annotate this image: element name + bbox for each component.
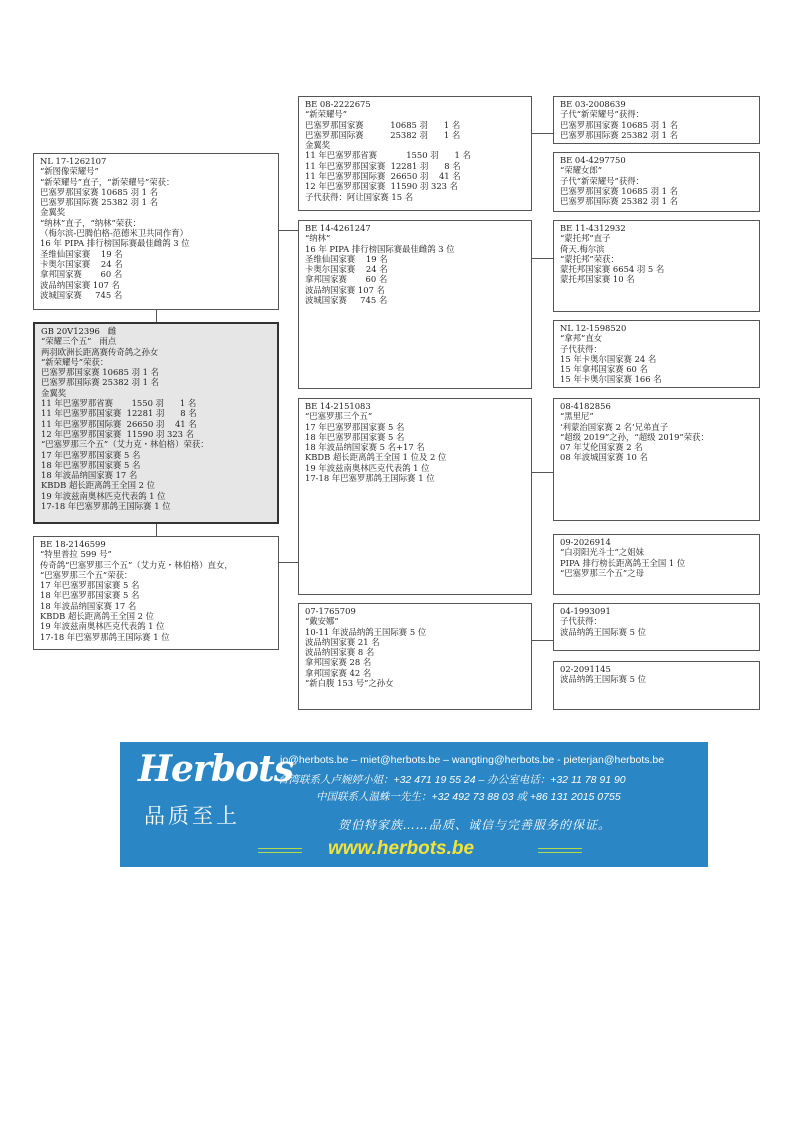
- dam-card[interactable]: [33, 536, 279, 650]
- pedigree-text-line: PIPA 排行榜长距离鸽王全国 1 位: [560, 557, 686, 568]
- sire-dam-sire-card[interactable]: [553, 220, 760, 312]
- connector-line: [156, 310, 157, 322]
- ring-number: BE 04-4297750: [560, 155, 626, 165]
- pedigree-text-line: 15 年卡奥尔国家赛 166 名: [560, 374, 662, 385]
- pedigree-text-line: “新荣耀号”荣获：: [41, 356, 109, 367]
- herbots-logo: Herbots: [138, 748, 293, 790]
- pedigree-text-line: 巴塞罗那国际赛 25382 羽 1 名: [40, 197, 158, 208]
- pedigree-text-line: 08 年波城国家赛 10 名: [560, 452, 648, 463]
- pedigree-text-line: 12 年巴塞罗那国家赛 11590 羽 323 名: [305, 181, 459, 192]
- ring-number: NL 17-1262107: [40, 156, 107, 166]
- pedigree-text-line: 19 年波兹南奥林匹克代表鸽 1 位: [41, 490, 166, 501]
- pedigree-text-line: 15 年卡奥尔国家赛 24 名: [560, 353, 657, 364]
- pedigree-text-line: 金翼奖: [40, 207, 66, 218]
- pedigree-text-line: 圣维仙国家赛 19 名: [305, 253, 388, 264]
- pedigree-text-line: 拿邦国家赛 42 名: [305, 667, 372, 678]
- dam-dam-sire-card[interactable]: [553, 603, 760, 651]
- pedigree-text-line: 18 年巴塞罗那国家赛 5 名: [305, 431, 405, 442]
- pedigree-text-line: 18 年波品纳国家赛 17 名: [41, 470, 138, 481]
- decorative-dash-right: [538, 848, 582, 853]
- pedigree-text-line: 卡奥尔国家赛 24 名: [305, 264, 388, 275]
- pedigree-text-line: 巴塞罗那国家赛 10685 羽 1 名: [560, 185, 678, 196]
- pedigree-text-line: 11 年巴塞罗那国际赛 26650 羽 41 名: [305, 171, 461, 182]
- pedigree-text-line: “蒙托邦”直子: [560, 233, 611, 244]
- ring-number: BE 08-2222675: [305, 99, 371, 109]
- herbots-banner: [120, 742, 708, 867]
- pedigree-text-line: 12 年巴塞罗那国家赛 11590 羽 323 名: [41, 428, 195, 439]
- sire-sire-dam-card[interactable]: [553, 152, 760, 212]
- pedigree-text-line: “巴塞罗那三个五”荣获：: [40, 569, 133, 580]
- pedigree-text-line: 卡奥尔国家赛 24 名: [40, 258, 123, 269]
- pedigree-text-line: “荣耀三个五” 雨点: [41, 336, 117, 347]
- banner-contact-china: 中国联系人温蛛一先生：+32 492 73 88 03 或 +86 131 2015 0755: [316, 791, 621, 803]
- pedigree-text-line: 巴塞罗那国家赛 10685 羽 1 名: [41, 367, 159, 378]
- banner-website-link[interactable]: www.herbots.be: [328, 838, 475, 859]
- pedigree-text-line: 子代获得：: [560, 616, 602, 627]
- pedigree-text-line: 子代“新荣耀号”获得：: [560, 109, 644, 120]
- pedigree-text-line: “蒙托邦”荣获：: [560, 253, 619, 264]
- pedigree-text-line: 11 年巴塞罗那国际赛 26650 羽 41 名: [41, 418, 197, 429]
- sire-dam-card[interactable]: [298, 220, 532, 389]
- pedigree-text-line: 波城国家赛 745 名: [40, 289, 123, 300]
- sire-dam-dam-card[interactable]: [553, 320, 760, 388]
- pedigree-text-line: 16 年 PIPA 排行榜国际赛最佳雌鸽 3 位: [305, 243, 455, 254]
- ring-number: GB 20V12396 雌: [41, 326, 117, 336]
- dam-dam-dam-card[interactable]: [553, 661, 760, 710]
- pedigree-text-line: 10-11 年波品纳鸽王国际赛 5 位: [305, 626, 427, 637]
- pedigree-text-line: 19 年波兹南奥林匹克代表鸽 1 位: [305, 462, 430, 473]
- pedigree-text-line: 子代“新荣耀号”获得：: [560, 175, 644, 186]
- pedigree-text-line: 11 年巴塞罗那省赛 1550 羽 1 名: [305, 150, 471, 161]
- pedigree-text-line: 18 年巴塞罗那国家赛 5 名: [40, 590, 140, 601]
- subject-card[interactable]: [33, 322, 279, 524]
- ring-number: 09-2026914: [560, 537, 611, 547]
- ring-number: BE 18-2146599: [40, 539, 106, 549]
- pedigree-text-line: 11 年巴塞罗那国家赛 12281 羽 8 名: [305, 160, 461, 171]
- pedigree-text-line: 圣维仙国家赛 19 名: [40, 248, 123, 259]
- pedigree-text-line: 波品纳国家赛 8 名: [305, 647, 375, 658]
- pedigree-text-line: “纳林”直子，“纳林”荣获：: [40, 217, 141, 228]
- pedigree-text-line: 16 年 PIPA 排行榜国际赛最佳雌鸽 3 位: [40, 238, 190, 249]
- pedigree-text-line: 蒙托邦国家赛 6654 羽 5 名: [560, 264, 665, 275]
- pedigree-text-line: “新白腹 153 号”之孙女: [305, 678, 394, 689]
- pedigree-text-line: “巴塞罗那三个五”: [305, 411, 373, 422]
- banner-contact-taiwan: 台湾联系人卢婉婷小姐：+32 471 19 55 24 – 办公室电话：+32 11 78 91 90: [278, 774, 626, 786]
- pedigree-text-line: 子代获得：: [560, 343, 602, 354]
- pedigree-text-line: 15 年拿邦国家赛 60 名: [560, 364, 648, 375]
- pedigree-text-line: 拿邦国家赛 28 名: [305, 657, 372, 668]
- pedigree-text-line: 金翼奖: [41, 387, 67, 398]
- pedigree-text-line: 拿邦国家赛 60 名: [40, 269, 123, 280]
- pedigree-text-line: 蒙托邦国家赛 10 名: [560, 274, 635, 285]
- pedigree-text-line: 19 年波兹南奥林匹克代表鸽 1 位: [40, 621, 165, 632]
- decorative-dash-left: [258, 848, 302, 853]
- dam-sire-sire-card[interactable]: [553, 398, 760, 521]
- pedigree-text-line: KBDB 超长距离鸽王全国 2 位: [41, 480, 155, 491]
- connector-line: [156, 524, 157, 536]
- ring-number: 04-1993091: [560, 606, 611, 616]
- pedigree-text-line: 波品纳国家赛 21 名: [305, 636, 380, 647]
- dam-sire-card[interactable]: [298, 398, 532, 595]
- pedigree-text-line: “新荣耀号”直子，“新荣耀号”荣获：: [40, 176, 175, 187]
- pedigree-text-line: 17-18 年巴塞罗那鸽王国际赛 1 位: [40, 631, 170, 642]
- pedigree-text-line: 巴塞罗那国际赛 25382 羽 1 名: [560, 196, 678, 207]
- ring-number: 07-1765709: [305, 606, 356, 616]
- pedigree-text-line: 巴塞罗那国际赛 25382 羽 1 名: [305, 129, 461, 140]
- ring-number: NL 12-1598520: [560, 323, 627, 333]
- connector-line: [278, 562, 298, 563]
- sire-sire-card[interactable]: [298, 96, 532, 211]
- ring-number: BE 14-2151083: [305, 401, 371, 411]
- pedigree-text-line: “特里普拉 599 号”: [40, 549, 112, 560]
- pedigree-text-line: 金翼奖: [305, 140, 331, 151]
- pedigree-text-line: 子代获得：阿让国家赛 15 名: [305, 191, 414, 202]
- sire-card[interactable]: [33, 153, 279, 310]
- pedigree-text-line: “新荣耀号”: [305, 109, 348, 120]
- pedigree-text-line: 巴塞罗那国家赛 10685 羽 1 名: [560, 119, 678, 130]
- pedigree-text-line: 传奇鸽“巴塞罗那三个五”（艾力克・林伯格）直女，: [40, 559, 233, 570]
- pedigree-text-line: 巴塞罗那国家赛 10685 羽 1 名: [40, 186, 158, 197]
- pedigree-text-line: “超级 2019”之孙，“超级 2019”荣获：: [560, 431, 709, 442]
- ring-number: BE 03-2008639: [560, 99, 626, 109]
- sire-sire-sire-card[interactable]: [553, 96, 760, 144]
- pedigree-text-line: “拿邦”直女: [560, 333, 603, 344]
- pedigree-text-line: “巴塞罗那三个五”（艾力克・林伯格）荣获：: [41, 439, 209, 450]
- banner-slogan: 品质至上: [144, 804, 240, 828]
- pedigree-text-line: 倚天.梅尔滨: [560, 243, 605, 254]
- pedigree-text-line: 17-18 年巴塞罗那鸽王国际赛 1 位: [41, 501, 171, 512]
- pedigree-text-line: KBDB 超长距离鸽王全国 2 位: [40, 611, 154, 622]
- pedigree-text-line: （梅尔滨-巴腾伯格-范德米卫共同作育）: [40, 228, 189, 239]
- pedigree-text-line: 波品纳鸽王国际赛 5 位: [560, 674, 647, 685]
- pedigree-text-line: 11 年巴塞罗那国家赛 12281 羽 8 名: [41, 408, 197, 419]
- pedigree-text-line: “纳林”: [305, 233, 331, 244]
- connector-line: [531, 258, 553, 259]
- pedigree-text-line: 波品纳国家赛 107 名: [305, 284, 385, 295]
- pedigree-text-line: 07 年艾伦国家赛 2 名: [560, 442, 643, 453]
- pedigree-text-line: 波品纳鸽王国际赛 5 位: [560, 626, 647, 637]
- pedigree-text-line: 18 年巴塞罗那国家赛 5 名: [41, 459, 141, 470]
- banner-promise: 贺伯特家族……品质、诚信与完善服务的保证。: [338, 818, 612, 832]
- banner-emails[interactable]: jo@herbots.be – miet@herbots.be – wangting@herbots.be - pieterjan@herbots.be: [280, 754, 665, 766]
- ring-number: 02-2091145: [560, 664, 611, 674]
- ring-number: BE 14-4261247: [305, 223, 371, 233]
- pedigree-text-line: 18 年波品纳国家赛 5 名+17 名: [305, 442, 425, 453]
- pedigree-text-line: “巴塞罗那三个五”之母: [560, 567, 644, 578]
- pedigree-text-line: 11 年巴塞罗那省赛 1550 羽 1 名: [41, 398, 197, 409]
- dam-dam-card[interactable]: [298, 603, 532, 710]
- pedigree-text-line: 巴塞罗那国际赛 25382 羽 1 名: [41, 377, 159, 388]
- connector-line: [531, 640, 553, 641]
- connector-line: [278, 230, 298, 231]
- pedigree-text-line: 波品纳国家赛 107 名: [40, 279, 120, 290]
- connector-line: [531, 472, 553, 473]
- pedigree-text-line: KBDB 超长距离鸽王全国 1 位及 2 位: [305, 452, 447, 463]
- connector-line: [531, 133, 553, 134]
- pedigree-text-line: 17 年巴塞罗那国家赛 5 名: [40, 580, 140, 591]
- pedigree-text-line: “白羽阳光斗士”之姐妹: [560, 547, 644, 558]
- pedigree-text-line: “戴安娜”: [305, 616, 339, 627]
- pedigree-text-line: 巴塞罗那国家赛 10685 羽 1 名: [305, 119, 461, 130]
- dam-sire-dam-card[interactable]: [553, 534, 760, 595]
- pedigree-text-line: 17 年巴塞罗那国家赛 5 名: [305, 421, 405, 432]
- pedigree-text-line: 两羽欧洲长距离赛传奇鸽之孙女: [41, 346, 159, 357]
- pedigree-text-line: 拿邦国家赛 60 名: [305, 274, 388, 285]
- pedigree-text-line: 17-18 年巴塞罗那鸽王国际赛 1 位: [305, 473, 435, 484]
- pedigree-text-line: 巴塞罗那国际赛 25382 羽 1 名: [560, 129, 678, 140]
- pedigree-text-line: “新图像荣耀号”: [40, 166, 99, 177]
- ring-number: BE 11-4312932: [560, 223, 626, 233]
- pedigree-text-line: “荣耀女郎”: [560, 165, 603, 176]
- pedigree-text-line: 波城国家赛 745 名: [305, 295, 388, 306]
- pedigree-text-line: 17 年巴塞罗那国家赛 5 名: [41, 449, 141, 460]
- ring-number: 08-4182856: [560, 401, 611, 411]
- pedigree-text-line: “黑里尼”: [560, 411, 594, 422]
- pedigree-text-line: 18 年波品纳国家赛 17 名: [40, 600, 137, 611]
- pedigree-text-line: ‘利蒙治国家赛 2 名’兄弟直子: [560, 421, 669, 432]
